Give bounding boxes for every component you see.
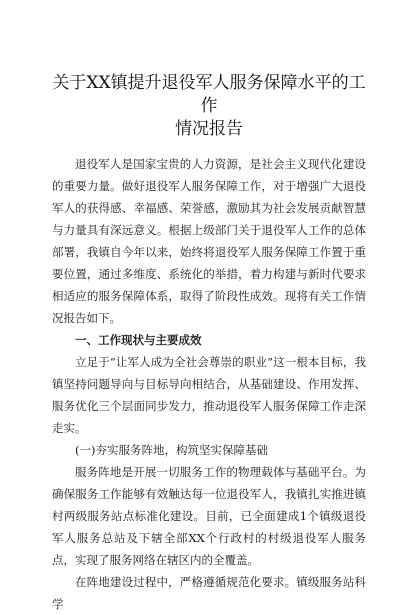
intro-paragraph: 退役军人是国家宝贵的人力资源，是社会主义现代化建设的重要力量。做好退役军人服务保障工作，对于增强广大退役军人的获得感、幸福感、荣誉感，激励其为社会发展贡献智慧与力量具有深远意义。根据上级部门关于退役军人工作的总体部署，我镇自今年以来，始终将退役军人服务保障工作置于重要位置，通过多维度、系统化的举措，着力构建与新时代要求相适应的服务保障体系，取得了阶段性成效。现将有关工作情况报告如下。 bbox=[52, 157, 366, 325]
title-line-1: 关于XX镇提升退役军人服务保障水平的工作 bbox=[52, 73, 366, 116]
subsection-heading-1: (一)夯实服务阵地，构筑坚实保障基础 bbox=[75, 443, 268, 457]
subsection-1-paragraph-2: 在阵地建设过程中，严格遵循规范化要求。镇级服务站科学 bbox=[52, 575, 366, 611]
subsection-1-paragraph: 服务阵地是开展一切服务工作的物理载体与基础平台。为确保服务工作能够有效触达每一位退役军人，我镇扎实推进镇村两级服务站点标准化建设。目前，已全面建成1个镇级退役军人服务总站及下辖全部XX个行政村的村级退役军人服务点，实现了服务网络在辖区内的全覆盖。 bbox=[52, 465, 366, 567]
section-heading-1: 一、工作现状与主要成效 bbox=[75, 333, 202, 347]
title-line-2: 情况报告 bbox=[175, 119, 243, 139]
document-title bbox=[52, 72, 366, 141]
section-1-paragraph: 立足于“让军人成为全社会尊崇的职业”这一根本目标，我镇坚持问题导向与目标导向相结合，从基础建设、作用发挥、服务优化三个层面同步发力，推动退役军人服务保障工作走深走实。 bbox=[52, 355, 366, 435]
